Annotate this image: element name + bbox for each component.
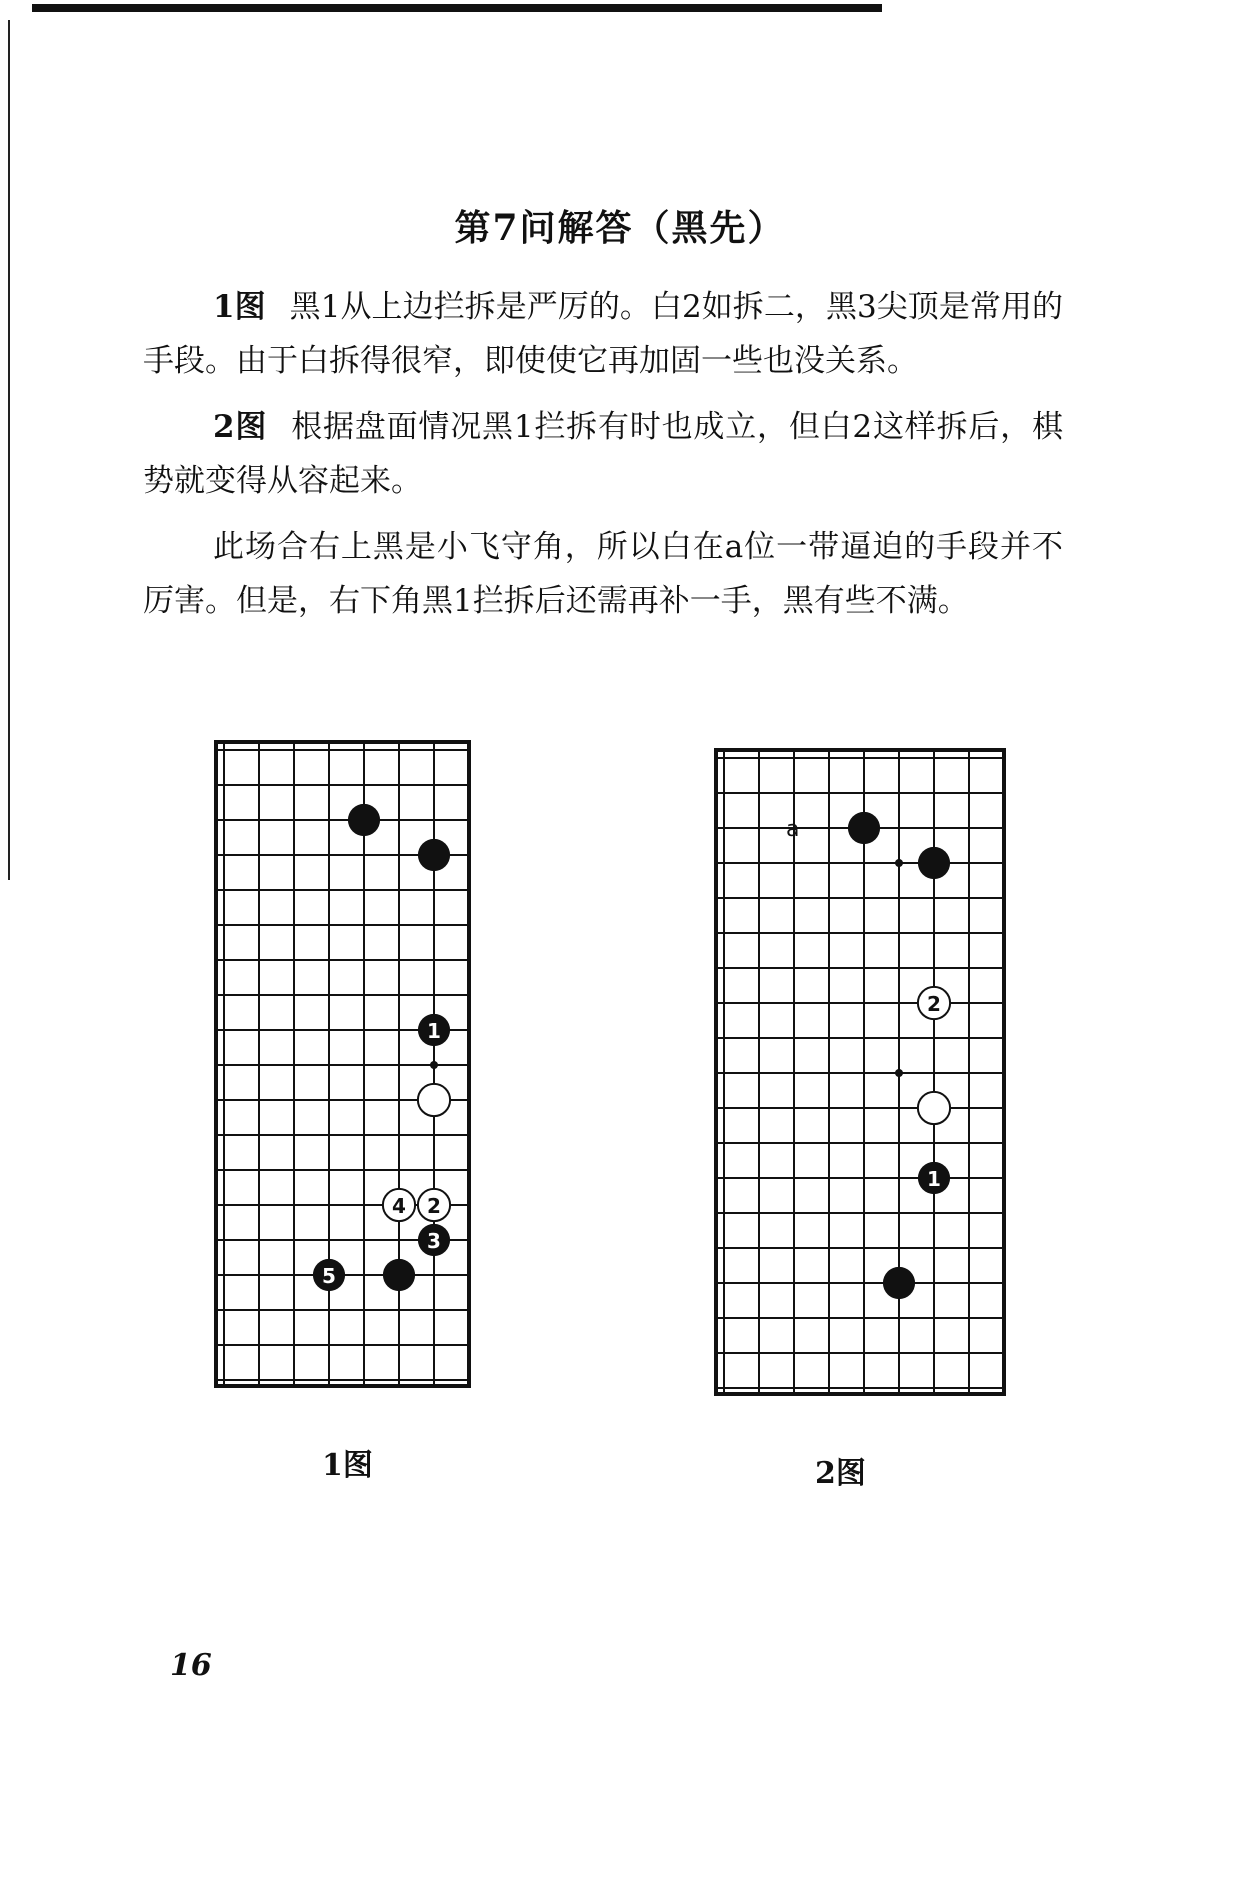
top-border-rule (32, 4, 882, 12)
white-stone (418, 1084, 450, 1116)
paragraph-3 (143, 520, 1063, 628)
stone-move-number: 1 (927, 1167, 941, 1191)
point-label-a: a (786, 817, 800, 842)
black-stone (918, 847, 950, 879)
stone-move-number: 5 (322, 1264, 336, 1288)
black-stone (383, 1259, 415, 1291)
star-point (895, 1069, 903, 1077)
diagram-1-caption: 1图 (322, 1448, 373, 1483)
stone-move-number: 2 (427, 1194, 441, 1218)
go-diagram-2 (710, 748, 1010, 1398)
star-point (895, 859, 903, 867)
paragraph-text: 黑1从上边拦拆是严厉的。白2如拆二，黑3尖顶是常用的手段。由于白拆得很窄，即使使它再加固一些也没关系。 (143, 289, 1063, 379)
stone-move-number: 3 (427, 1229, 441, 1253)
body-text (143, 280, 1063, 640)
go-diagram-1 (210, 740, 490, 1390)
stone-move-number: 4 (392, 1194, 406, 1218)
page-number: 16 (170, 1648, 212, 1683)
star-point (430, 1061, 438, 1069)
left-border-rule (8, 20, 10, 880)
paragraph-text: 此场合右上黑是小飞守角，所以白在a位一带逼迫的手段并不厉害。但是，右下角黑1拦拆后还需再补一手，黑有些不满。 (143, 529, 1063, 619)
stone-move-number: 1 (427, 1019, 441, 1043)
black-stone (883, 1267, 915, 1299)
paragraph-2 (143, 400, 1063, 508)
diagram-2-caption: 2图 (815, 1456, 866, 1491)
black-stone (348, 804, 380, 836)
paragraph-1 (143, 280, 1063, 388)
page-title: 第7问解答（黑先） (454, 207, 786, 249)
black-stone (848, 812, 880, 844)
paragraph-text: 根据盘面情况黑1拦拆有时也成立，但白2这样拆后，棋势就变得从容起来。 (143, 409, 1063, 499)
paragraph-figure-label: 2图 (213, 409, 268, 445)
white-stone (918, 1092, 950, 1124)
paragraph-figure-label: 1图 (213, 289, 266, 325)
black-stone (418, 839, 450, 871)
stone-move-number: 2 (927, 992, 941, 1016)
